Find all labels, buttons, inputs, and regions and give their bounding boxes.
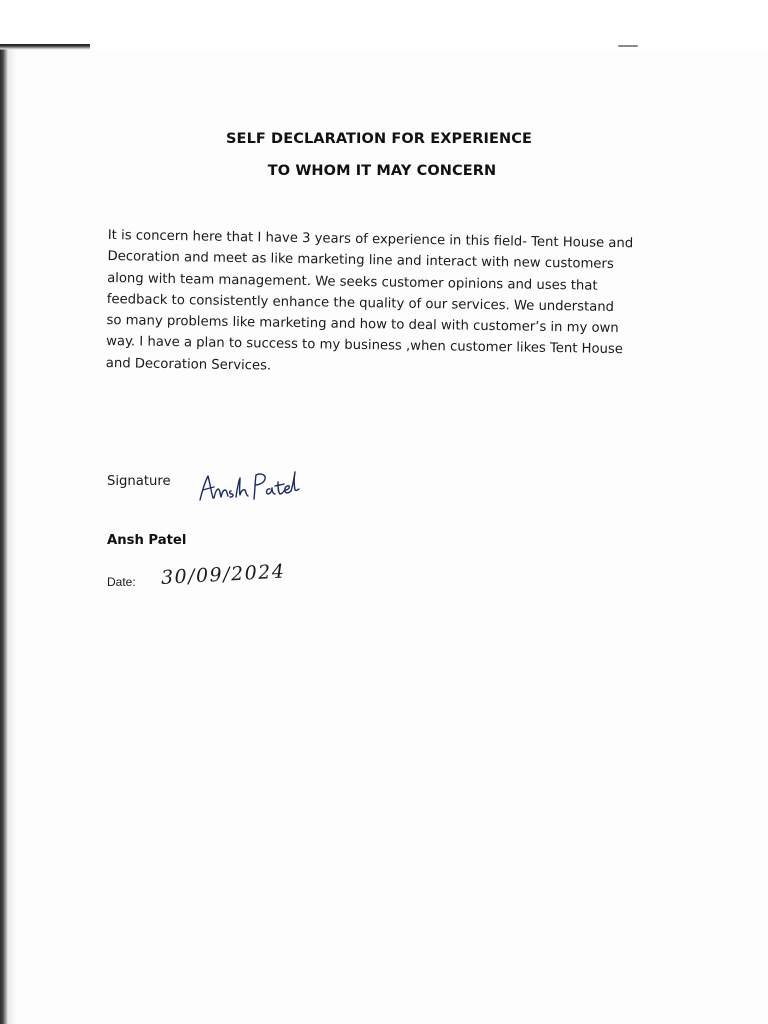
signatory-name: Ansh Patel <box>107 533 187 548</box>
signature-label: Signature <box>107 474 171 489</box>
body-line-5: so many problems like marketing and how to deal with customer’s in my own <box>106 313 619 337</box>
declaration-body <box>106 225 698 383</box>
body-line-4: feedback to consistently enhance the quality of our services. We understand <box>106 291 615 315</box>
body-line-6: way. I have a plan to success to my business ,when customer likes Tent House <box>106 334 624 358</box>
document-subtitle: TO WHOM IT MAY CONCERN <box>267 163 497 179</box>
scan-speck <box>618 45 638 47</box>
date-label: Date: <box>107 575 136 589</box>
paper-shadow-corner <box>0 44 90 50</box>
body-line-2: Decoration and meet as like marketing line and interact with new customers <box>107 249 614 273</box>
body-line-7: and Decoration Services. <box>105 355 272 374</box>
handwritten-date: 30/09/2024 <box>160 560 286 589</box>
body-line-1: It is concern here that I have 3 years of experience in this field- Tent House and <box>107 227 634 252</box>
handwritten-signature <box>194 466 302 506</box>
paper-shadow-edge <box>0 44 16 1024</box>
body-line-3: along with team management. We seeks customer opinions and uses that <box>107 270 598 294</box>
scan-background-top <box>0 0 768 44</box>
document-title: SELF DECLARATION FOR EXPERIENCE <box>226 131 532 147</box>
